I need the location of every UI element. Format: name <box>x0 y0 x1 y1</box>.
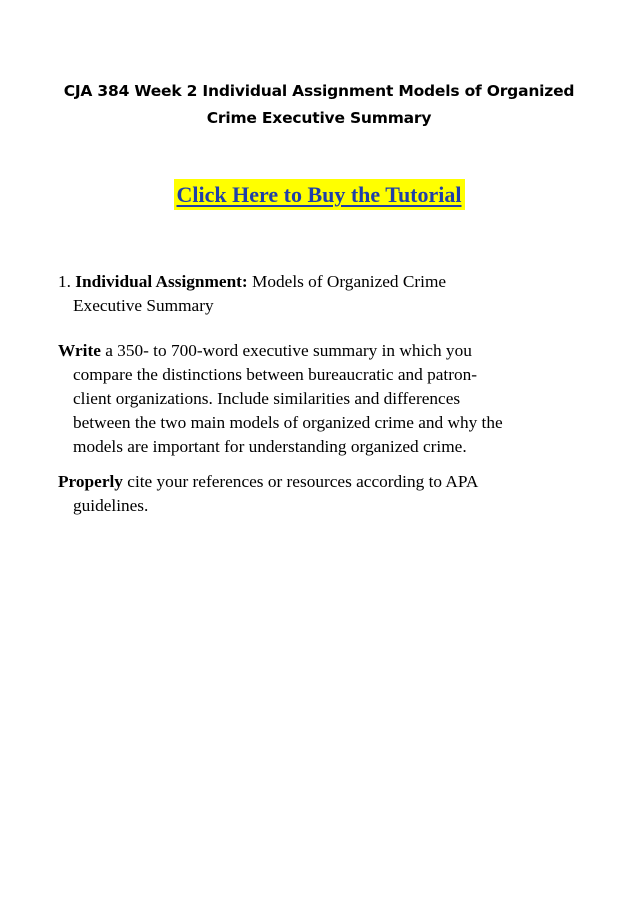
document-title <box>40 78 598 132</box>
write-line-5: models are important for understanding organized crime. <box>73 437 467 456</box>
title-line-2: Crime Executive Summary <box>206 109 432 127</box>
write-line-3: client organizations. Include similarities and differences <box>73 389 461 408</box>
properly-line-1 <box>58 470 578 494</box>
assignment-item-1 <box>58 270 578 318</box>
properly-line-2: guidelines. <box>73 496 149 515</box>
properly-bold-word: Properly <box>58 472 123 491</box>
write-bold-word: Write <box>58 341 101 360</box>
buy-tutorial-link[interactable]: Click Here to Buy the Tutorial <box>174 179 465 210</box>
item-bold-label: Individual Assignment: <box>75 272 248 291</box>
properly-paragraph <box>58 470 578 518</box>
write-paragraph <box>58 339 578 459</box>
item-number: 1. <box>58 272 71 291</box>
write-line-4: between the two main models of organized crime and why the <box>73 413 503 432</box>
item-1-line-2: Executive Summary <box>73 296 214 315</box>
write-line-2: compare the distinctions between bureaucratic and patron- <box>73 365 478 384</box>
buy-link-container <box>0 179 638 210</box>
item-1-line-1 <box>58 270 578 294</box>
write-line-1 <box>58 339 578 363</box>
write-line-1-text: a 350- to 700-word executive summary in which you <box>100 341 472 360</box>
title-line-1: CJA 384 Week 2 Individual Assignment Models of Organized <box>63 82 575 100</box>
item-line-1-text: Models of Organized Crime <box>247 272 447 291</box>
properly-line-1-text: cite your references or resources according to APA <box>122 472 479 491</box>
